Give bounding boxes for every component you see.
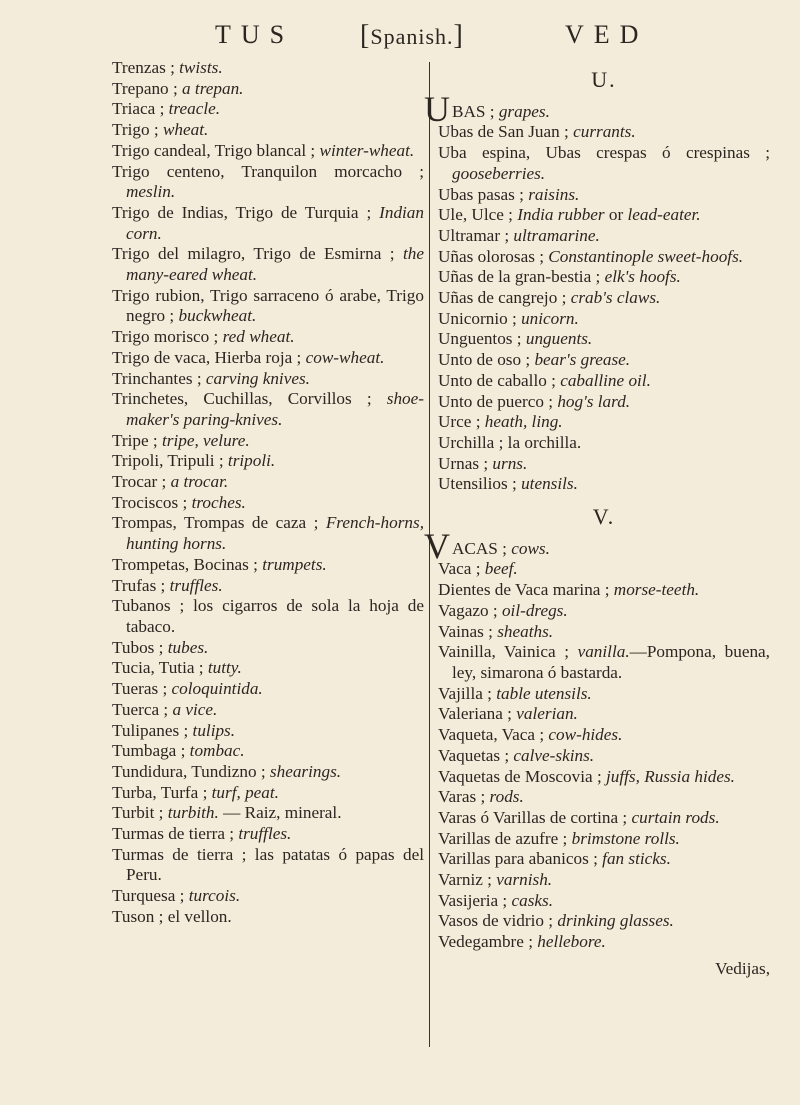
dictionary-entry xyxy=(438,122,770,143)
spanish-term: Uñas de cangrejo ; xyxy=(438,288,571,308)
spanish-term: Ubas pasas ; xyxy=(438,184,529,204)
english-translation: varnish. xyxy=(496,870,553,890)
spanish-term: Varillas para abanicos ; xyxy=(438,849,603,869)
dictionary-entry xyxy=(438,704,770,725)
left-column xyxy=(112,58,424,928)
dictionary-entry xyxy=(438,932,770,953)
english-translation: calve-skins. xyxy=(513,745,595,765)
spanish-term: Trufas ; xyxy=(112,575,170,595)
spanish-term: Vajilla ; xyxy=(438,683,497,703)
spanish-term: Urce ; xyxy=(438,412,485,432)
spanish-term: Ubas de San Juan ; xyxy=(438,122,574,142)
english-translation: turcois. xyxy=(188,886,241,906)
spanish-term: Trigo morisco ; xyxy=(112,327,223,347)
dictionary-entry xyxy=(112,907,424,928)
english-translation: unicorn. xyxy=(521,308,579,328)
spanish-term: Vasijeria ; xyxy=(438,890,512,910)
spanish-term: Triaca ; xyxy=(112,99,169,119)
dictionary-entry xyxy=(438,392,770,413)
dictionary-entry xyxy=(112,120,424,141)
english-translation: French-horns, hunting horns. xyxy=(126,513,424,554)
dictionary-entry xyxy=(438,767,770,788)
dictionary-entry xyxy=(112,679,424,700)
spanish-term: Trompetas, Bocinas ; xyxy=(112,554,263,574)
english-translation: cow-wheat. xyxy=(305,347,385,367)
spanish-term: Varniz ; xyxy=(438,870,497,890)
spanish-term: Vaqueta, Vaca ; xyxy=(438,725,549,745)
dictionary-entry xyxy=(112,845,424,886)
spanish-term: Tubanos ; los cigarros de sola la hoja de tabaco. xyxy=(112,596,424,636)
english-translation: lead-eater. xyxy=(627,205,701,225)
spanish-term: Trigo rubion, Trigo sarraceno ó arabe, Trigo negro ; xyxy=(112,285,424,326)
dictionary-entry xyxy=(112,451,424,472)
entry-note: — Raiz, mineral. xyxy=(218,803,342,823)
dictionary-entry xyxy=(112,700,424,721)
english-translation: a vice. xyxy=(172,699,218,719)
english-translation: tulips. xyxy=(192,720,236,740)
spanish-term: Vaquetas ; xyxy=(438,745,514,765)
dictionary-entry xyxy=(438,622,770,643)
spanish-term: Tuerca ; xyxy=(112,699,173,719)
dictionary-entry xyxy=(112,99,424,120)
spanish-term: Vasos de vidrio ; xyxy=(438,911,558,931)
dictionary-entry xyxy=(112,369,424,390)
dictionary-entry xyxy=(438,433,770,454)
spanish-term: Unicornio ; xyxy=(438,308,522,328)
header-center-text: Spanish. xyxy=(370,24,454,49)
spanish-term: Ule, Ulce ; xyxy=(438,205,518,225)
dictionary-entry xyxy=(112,886,424,907)
dictionary-entry xyxy=(438,412,770,433)
section-v-first-entry: VACAS ; cows. xyxy=(424,525,550,566)
english-translation: Constantinople sweet-hoofs. xyxy=(548,246,744,266)
dictionary-entry xyxy=(438,849,770,870)
spanish-term: Valeriana ; xyxy=(438,704,517,724)
english-translation: trumpets. xyxy=(262,554,327,574)
english-translation: shearings. xyxy=(269,761,342,781)
spanish-term: Tumbaga ; xyxy=(112,741,190,761)
dictionary-entry xyxy=(438,559,770,580)
spanish-term: Unto de oso ; xyxy=(438,350,535,370)
spanish-term: Unto de puerco ; xyxy=(438,391,558,411)
english-translation: heath, ling. xyxy=(484,412,563,432)
spanish-term: Unguentos ; xyxy=(438,329,526,349)
entry-note: —Pompona, buena, ley, simarona ó bastarda. xyxy=(452,642,770,682)
english-translation: hellebore. xyxy=(537,932,606,952)
dictionary-entry xyxy=(112,783,424,804)
spanish-term: Vainilla, Vainica ; xyxy=(438,642,578,662)
right-column xyxy=(424,58,770,980)
dictionary-entry xyxy=(112,431,424,452)
spanish-term: Trompas, Trompas de caza ; xyxy=(112,513,326,533)
dictionary-entry xyxy=(112,824,424,845)
english-translation: a trocar. xyxy=(170,472,229,492)
spanish-term: Unto de caballo ; xyxy=(438,370,561,390)
dictionary-entry xyxy=(112,658,424,679)
english-translation: shoe-maker's paring-knives. xyxy=(126,389,424,429)
spanish-term: Vainas ; xyxy=(438,621,498,641)
section-v-heading: V. xyxy=(592,504,616,530)
spanish-term: Varillas de azufre ; xyxy=(438,828,572,848)
english-translation: morse-teeth. xyxy=(613,580,700,600)
english-translation: hog's lard. xyxy=(557,391,631,411)
english-translation: crab's claws. xyxy=(570,288,661,308)
english-translation: beef. xyxy=(484,559,518,579)
dropcap-u: U xyxy=(424,88,450,129)
dictionary-entry xyxy=(112,513,424,554)
spanish-term: Vaquetas de Moscovia ; xyxy=(438,766,607,786)
english-translation: gooseberries. xyxy=(452,163,546,183)
dictionary-entry xyxy=(112,162,424,203)
english-translation: India rubber xyxy=(517,205,605,225)
english-translation: tutty. xyxy=(207,658,242,678)
english-translation: red wheat. xyxy=(222,327,295,347)
english-translation: twists. xyxy=(179,58,223,77)
english-translation: buckwheat. xyxy=(178,306,257,326)
spanish-term: Ultramar ; xyxy=(438,225,514,245)
dictionary-entry xyxy=(112,327,424,348)
english-translation: bear's grease. xyxy=(534,350,631,370)
dictionary-entry xyxy=(112,389,424,430)
english-translation: cow-hides. xyxy=(548,725,623,745)
dictionary-entry xyxy=(112,244,424,285)
dictionary-entry xyxy=(438,267,770,288)
dictionary-entry xyxy=(438,226,770,247)
english-translation: oil-dregs. xyxy=(501,600,568,620)
dictionary-entry xyxy=(438,454,770,475)
spanish-term: Trociscos ; xyxy=(112,492,192,512)
english-translation: tripoli. xyxy=(227,451,276,471)
spanish-term: Vaca ; xyxy=(438,559,485,579)
english-translation: table utensils. xyxy=(496,683,592,703)
english-translation: meslin. xyxy=(126,182,176,202)
english-translation: treacle. xyxy=(168,99,221,119)
dictionary-entry xyxy=(438,309,770,330)
spanish-term: Tueras ; xyxy=(112,679,172,699)
spanish-term: Varas ó Varillas de cortina ; xyxy=(438,807,632,827)
spanish-term: Uñas olorosas ; xyxy=(438,246,549,266)
english-translation: unguents. xyxy=(525,329,593,349)
dictionary-entry xyxy=(438,205,770,226)
english-translation: winter-wheat. xyxy=(319,140,415,160)
dictionary-entry xyxy=(112,286,424,327)
header-right: VED xyxy=(565,20,649,49)
spanish-term: Urchilla ; la orchilla. xyxy=(438,432,582,452)
spanish-term: Turba, Turfa ; xyxy=(112,782,212,802)
dictionary-entry xyxy=(438,808,770,829)
spanish-term: Trigo ; xyxy=(112,120,163,140)
english-translation: urns. xyxy=(492,453,528,473)
spanish-term: Turquesa ; xyxy=(112,886,189,906)
dictionary-entry xyxy=(438,350,770,371)
spanish-term: Trepano ; xyxy=(112,78,183,98)
spanish-term: Urnas ; xyxy=(438,453,493,473)
dictionary-entry xyxy=(438,143,770,184)
dictionary-entry xyxy=(112,58,424,79)
dictionary-entry xyxy=(112,741,424,762)
spanish-term: Trenzas ; xyxy=(112,58,180,77)
dictionary-entry xyxy=(438,580,770,601)
spanish-term: Varas ; xyxy=(438,787,490,807)
dictionary-entry xyxy=(112,472,424,493)
section-v-entries xyxy=(438,559,770,952)
spanish-term: Trigo centeno, Tranquilon morcacho ; xyxy=(112,161,424,181)
dictionary-entry xyxy=(438,288,770,309)
dictionary-entry xyxy=(112,762,424,783)
dictionary-entry xyxy=(438,911,770,932)
spanish-term: Utensilios ; xyxy=(438,474,522,494)
english-translation: utensils. xyxy=(521,474,578,494)
dictionary-entry xyxy=(112,638,424,659)
dictionary-entry xyxy=(112,721,424,742)
english-translation: caballine oil. xyxy=(560,370,651,390)
dictionary-entry xyxy=(112,348,424,369)
english-translation: the many-eared wheat. xyxy=(126,244,424,285)
english-translation: a trepan. xyxy=(182,78,244,98)
english-translation: vanilla. xyxy=(577,642,630,662)
spanish-term: Trinchantes ; xyxy=(112,368,206,388)
dictionary-entry xyxy=(112,203,424,244)
english-translation: tripe, velure. xyxy=(161,430,250,450)
dictionary-entry xyxy=(438,684,770,705)
english-translation: turbith. xyxy=(167,803,219,823)
dictionary-entry xyxy=(438,746,770,767)
english-translation: elk's hoofs. xyxy=(604,267,681,287)
english-translation: sheaths. xyxy=(497,621,554,641)
english-translation: casks. xyxy=(511,890,554,910)
spanish-term: Trigo de Indias, Trigo de Turquia ; xyxy=(112,202,380,222)
spanish-term: Tucia, Tutia ; xyxy=(112,658,208,678)
catchword: Vedijas, xyxy=(715,958,770,978)
spanish-term: Trigo del milagro, Trigo de Esmirna ; xyxy=(112,244,403,264)
spanish-term: Uñas de la gran-bestia ; xyxy=(438,267,605,287)
dictionary-entry xyxy=(438,725,770,746)
english-translation: Indian corn. xyxy=(126,202,424,243)
english-translation: troches. xyxy=(191,492,246,512)
english-translation: rods. xyxy=(489,787,524,807)
spanish-term: Uba espina, Ubas crespas ó crespinas ; xyxy=(438,143,770,163)
dictionary-entry xyxy=(438,185,770,206)
section-u-first-entry: UBAS ; grapes. xyxy=(424,88,550,129)
english-translation: turf, peat. xyxy=(211,782,279,802)
spanish-term: Trigo de vaca, Hierba roja ; xyxy=(112,347,306,367)
spanish-term: Vedegambre ; xyxy=(438,932,538,952)
spanish-term: Tripe ; xyxy=(112,430,162,450)
section-u-heading: U. xyxy=(591,67,617,92)
english-translation: brimstone rolls. xyxy=(571,828,680,848)
dictionary-entry xyxy=(438,474,770,495)
english-translation: ultramarine. xyxy=(513,225,600,245)
spanish-term: Tuson ; el vellon. xyxy=(112,906,232,926)
dictionary-entry xyxy=(438,642,770,683)
spanish-term: Turbit ; xyxy=(112,803,168,823)
english-translation: fan sticks. xyxy=(602,849,671,869)
dictionary-entry xyxy=(112,596,424,637)
dictionary-entry xyxy=(438,870,770,891)
spanish-term: Dientes de Vaca marina ; xyxy=(438,580,614,600)
dictionary-entry xyxy=(112,493,424,514)
english-translation: tubes. xyxy=(167,637,209,657)
spanish-term: Tubos ; xyxy=(112,637,168,657)
dictionary-entry xyxy=(438,787,770,808)
dictionary-entry xyxy=(438,371,770,392)
dictionary-entry xyxy=(438,829,770,850)
spanish-term: Turmas de tierra ; las patatas ó papas del Peru. xyxy=(112,844,424,885)
header-center: [Spanish.] xyxy=(360,20,464,51)
dictionary-entry xyxy=(112,555,424,576)
english-translation: truffles. xyxy=(238,824,292,844)
spanish-term: Trigo candeal, Trigo blancal ; xyxy=(112,140,320,160)
spanish-term: Tulipanes ; xyxy=(112,720,193,740)
english-translation: truffles. xyxy=(169,575,223,595)
header-left: TUS xyxy=(215,20,295,49)
english-translation: wheat. xyxy=(162,120,209,140)
english-translation: drinking glasses. xyxy=(557,911,674,931)
dictionary-entry xyxy=(112,803,424,824)
english-translation: carving knives. xyxy=(205,368,310,388)
dictionary-entry xyxy=(438,329,770,350)
dictionary-entry xyxy=(112,576,424,597)
spanish-term: Trocar ; xyxy=(112,472,171,492)
dictionary-entry xyxy=(438,247,770,268)
english-translation: juffs, Russia hides. xyxy=(606,766,735,786)
running-header xyxy=(0,20,800,54)
english-translation: coloquintida. xyxy=(171,679,263,699)
english-translation: curtain rods. xyxy=(631,807,720,827)
connector-text: or xyxy=(604,205,628,225)
english-translation: tombac. xyxy=(189,741,245,761)
dictionary-entry xyxy=(438,601,770,622)
dictionary-entry xyxy=(438,891,770,912)
dropcap-v: V xyxy=(424,525,450,566)
spanish-term: Turmas de tierra ; xyxy=(112,824,239,844)
dictionary-entry xyxy=(112,141,424,162)
english-translation: currants. xyxy=(573,122,636,142)
spanish-term: Tripoli, Tripuli ; xyxy=(112,451,228,471)
dictionary-entry xyxy=(112,79,424,100)
spanish-term: Tundidura, Tundizno ; xyxy=(112,761,270,781)
english-translation: valerian. xyxy=(516,704,578,724)
spanish-term: Vagazo ; xyxy=(438,600,502,620)
english-translation: raisins. xyxy=(528,184,580,204)
spanish-term: Trinchetes, Cuchillas, Corvillos ; xyxy=(112,389,387,409)
section-u-entries xyxy=(438,122,770,495)
